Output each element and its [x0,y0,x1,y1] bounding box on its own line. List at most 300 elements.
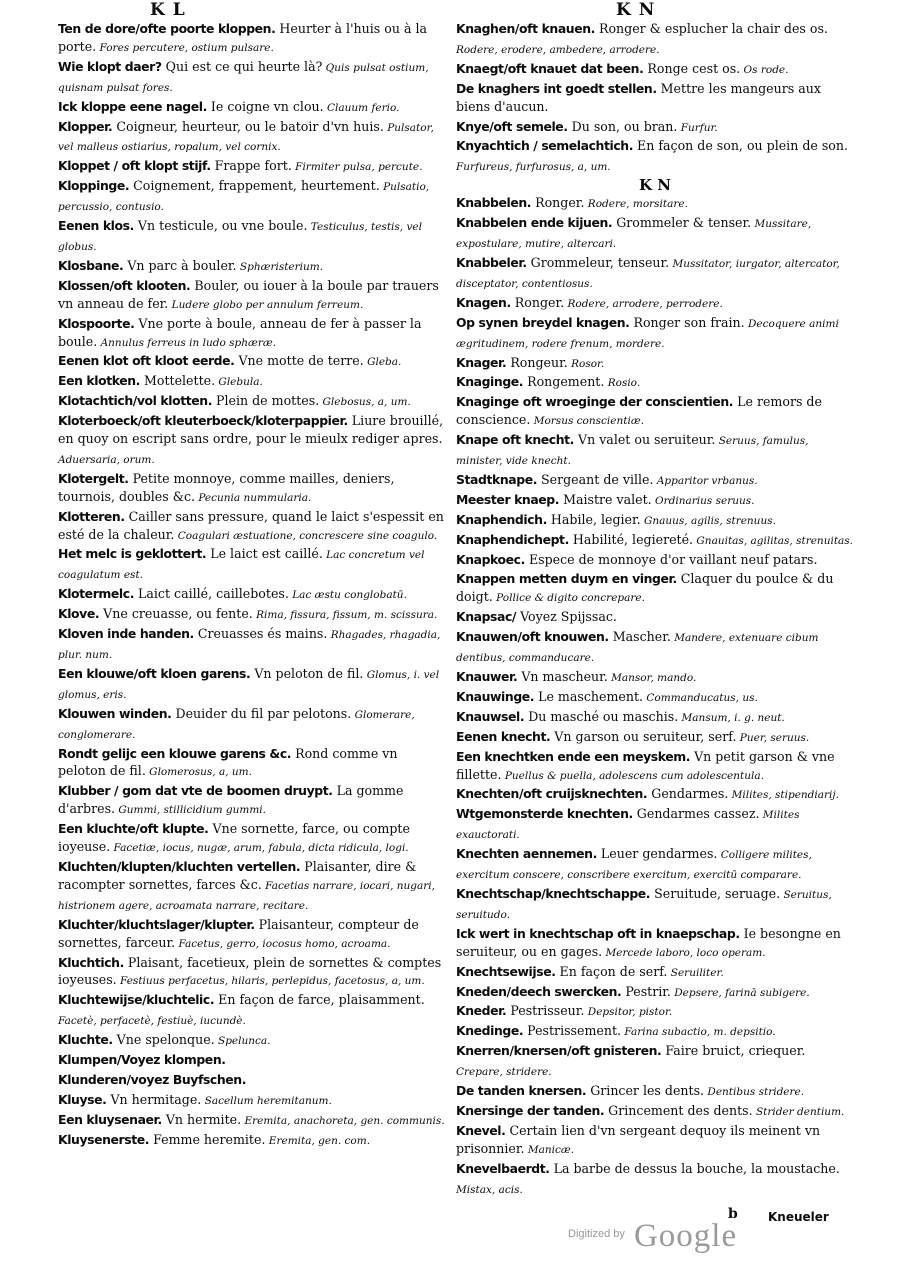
entry-headword: Knechtschap/knechtschappe. [456,885,651,901]
dictionary-entry [456,531,854,551]
entry-latin-gloss: Mandere, extenuare cibum dentibus, commanducare. [456,632,819,665]
dictionary-entry [456,925,854,963]
entry-latin-gloss: Dentibus stridere. [704,1086,805,1099]
dictionary-entry [58,58,446,98]
entry-headword: Stadtknape. [456,471,538,487]
dictionary-entry [58,916,446,954]
entry-latin-gloss: Seruiliter. [667,966,724,979]
dictionary-entry [58,392,446,412]
dictionary-entry [58,412,446,470]
entry-french-definition: Rond comme vn peloton de fil. [58,745,398,779]
dictionary-entry [456,805,854,845]
entry-headword: Knechten aennemen. [456,846,597,862]
entry-french-definition: Mascher. [608,629,671,645]
entry-french-definition: Deuider du fil par pelotons. [171,705,352,721]
entry-headword: Knapkoec. [456,551,525,567]
entry-latin-gloss: Quis pulsat ostium, quisnam pulsat fores. [58,61,429,94]
entry-latin-gloss: Ludere globo per annulum ferreum. [168,298,364,311]
entry-french-definition: Espece de monnoye d'or vaillant neuf patars. [524,551,818,567]
entry-latin-gloss: Pollice & digito concrepare. [492,592,645,605]
dictionary-entry [58,625,446,665]
entry-latin-gloss: Crepare, stridere. [456,1066,552,1079]
dictionary-entry [456,728,854,748]
entry-latin-gloss: Glomus, i. vel glomus, eris. [58,668,440,701]
dictionary-entry [58,1091,446,1111]
entry-headword: Knabbeler. [456,254,527,270]
entry-latin-gloss: Puer, seruus. [736,731,810,744]
entry-french-definition: Voyez Spijssac. [516,609,617,625]
dictionary-entry [58,954,446,992]
watermark-digitized-by: Digitized by [568,1228,625,1240]
dictionary-entry [456,431,854,471]
entry-french-definition: Vne motte de terre. [234,353,364,369]
entry-latin-gloss: Glomerosus, a, um. [145,766,252,779]
entry-french-definition: Ronger. [510,294,565,310]
dictionary-entry [58,98,446,118]
entry-headword: Knedinge. [456,1023,524,1039]
right-running-head: K N [616,0,656,20]
entry-headword: Klopper. [58,118,113,134]
dictionary-entry [58,1071,446,1091]
entry-french-definition: Claquer du poulce & du doigt. [456,571,834,605]
entry-latin-gloss: Glebula. [215,376,263,389]
dictionary-entry [58,277,446,315]
entry-french-definition: Ronger & esplucher la chair des os. [594,21,828,36]
entry-french-definition: Le maschement. [534,688,644,704]
entry-latin-gloss: Mussitator, iurgator, altercator, disceptator, contentiosus. [456,257,840,290]
dictionary-entry [456,668,854,688]
entry-headword: Kluchte. [58,1032,113,1048]
entry-latin-gloss: Firmiter pulsa, percute. [291,161,423,174]
dictionary-entry [456,1042,854,1082]
entry-french-definition: Leuer gendarmes. [596,846,718,862]
entry-headword: Klumpen/Voyez klompen. [58,1052,226,1068]
dictionary-entry [456,214,854,254]
entry-latin-gloss: Farina subactio, m. depsitio. [621,1026,776,1039]
entry-latin-gloss: Eremita, anachoreta, gen. communis. [241,1114,445,1127]
entry-french-definition: Du masché ou maschis. [524,708,679,724]
dictionary-entry [58,118,446,158]
dictionary-entry [456,1082,854,1102]
dictionary-entry [58,257,446,277]
dictionary-entry [456,1160,854,1200]
entry-latin-gloss: Glebosus, a, um. [319,396,411,409]
entry-headword: Kluyse. [58,1091,107,1107]
entry-headword: Kloterboeck/oft kleuterboeck/kloterpappier. [58,413,348,429]
entry-french-definition: Ronger son frain. [629,314,745,330]
entry-latin-gloss: Sacellum heremitanum. [201,1094,332,1107]
dictionary-entry [456,80,854,118]
entry-french-definition: En façon de serf. [555,963,668,979]
dictionary-entry [456,60,854,80]
entry-headword: Klotachtich/vol klotten. [58,393,213,409]
entry-french-definition: Plaisanter, dire & racompter sornettes, farces &c. [58,858,417,892]
entry-french-definition: Gendarmes. [647,786,729,802]
entry-headword: Kloppet / oft klopt stijf. [58,158,211,174]
entry-french-definition: Laict caillé, caillebotes. [134,586,289,602]
entry-headword: Ten de dore/ofte poorte kloppen. [58,21,276,36]
dictionary-entry [456,1102,854,1122]
entry-latin-gloss: Mansum, i. g. neut. [678,711,785,724]
entry-headword: Klotergelt. [58,470,129,486]
entry-latin-gloss: Rosor. [567,357,605,370]
entry-french-definition: Plein de mottes. [212,393,320,409]
entry-latin-gloss: Pecunia nummularia. [195,491,312,504]
entry-headword: Rondt gelijc een klouwe garens &c. [58,745,292,761]
entry-french-definition: Habilité, legiereté. [568,531,694,547]
entry-french-definition: Faire bruict, criequer. [661,1043,806,1059]
entry-latin-gloss: Gummi, stillicidium gummi. [115,804,267,817]
dictionary-entry [456,748,854,786]
dictionary-entry [58,665,446,705]
entry-french-definition: Femme heremite. [149,1131,266,1147]
dictionary-entry [456,628,854,668]
entry-headword: Kloven inde handen. [58,626,194,642]
entry-french-definition: Vn peloton de fil. [250,665,364,681]
entry-latin-gloss: Os rode. [740,63,789,76]
entry-headword: Meester knaep. [456,491,560,507]
entry-french-definition: Pestrisseur. [506,1003,585,1019]
entry-headword: Knagen. [456,294,511,310]
entry-headword: Wie klopt daer? [58,58,162,74]
entry-latin-gloss: Pulsator, vel malleus ostiarius, ropalum, vel cornix. [58,121,434,154]
entry-french-definition: Vne creuasse, ou fente. [99,606,253,622]
digitized-watermark [568,1218,737,1255]
entry-latin-gloss: Gnauitas, agilitas, strenuitas. [693,534,854,547]
entry-headword: Kluysenerste. [58,1131,150,1147]
entry-french-definition: Vn testicule, ou vne boule. [133,218,308,234]
entry-french-definition: La gomme d'arbres. [58,783,404,817]
entry-headword: Kluchten/klupten/kluchten vertellen. [58,858,301,874]
entry-headword: Knappen metten duym en vinger. [456,571,677,587]
dictionary-entry [456,314,854,354]
entry-headword: Klubber / gom dat vte de boomen druypt. [58,783,333,799]
entry-latin-gloss: Facetiæ, iocus, nugæ, arum, fabula, dicta ridicula, logi. [110,842,409,855]
dictionary-entry [456,254,854,294]
entry-latin-gloss: Facetias narrare, iocari, nugari, histrionem agere, acroamata narrare, recitare. [58,879,435,912]
entry-headword: Kneden/deech swercken. [456,983,622,999]
entry-french-definition: Le remors de conscience. [456,394,822,428]
entry-latin-gloss: Puellus & puella, adolescens cum adolescentula. [501,769,764,782]
dictionary-entry [58,991,446,1031]
dictionary-entry [456,471,854,491]
entry-latin-gloss: Eremita, gen. com. [265,1134,371,1147]
left-column [58,20,446,1151]
entry-headword: Klove. [58,606,100,622]
entry-french-definition: Le laict est caillé. [206,546,323,562]
dictionary-entry [58,157,446,177]
dictionary-entry [456,294,854,314]
entry-headword: Knabbelen. [456,195,532,211]
entry-french-definition: Liure brouillé, en quoy on escript sans ordre, pour le mieulx rediger apres. [58,413,444,447]
entry-headword: Kneder. [456,1003,507,1019]
entry-latin-gloss: Gleba. [363,356,402,369]
entry-latin-gloss: Colligere milites, exercitum conscere, conscribere exercitum, exercitū comparare. [456,849,812,882]
dictionary-entry [456,1002,854,1022]
entry-french-definition: En façon de farce, plaisamment. [214,992,425,1008]
entry-latin-gloss: Rhagades, rhagadia, plur. num. [58,629,441,661]
entry-french-definition: Creuasses és mains. [193,626,328,642]
entry-french-definition: Vn hermite. [161,1111,242,1127]
entry-headword: Klosbane. [58,257,124,273]
entry-french-definition: Seruitude, seruage. [650,885,781,901]
entry-latin-gloss: Lac æstu conglobatū. [288,589,407,602]
dictionary-entry [456,137,854,177]
entry-latin-gloss: Mussitare, expostulare, mutire, altercari. [456,218,812,251]
entry-headword: Kluchter/kluchtslager/klupter. [58,916,255,932]
entry-french-definition: Vn hermitage. [106,1091,202,1107]
dictionary-entry [58,605,446,625]
dictionary-entry [58,705,446,745]
entry-headword: Eenen knecht. [456,728,551,744]
entry-headword: Wtgemonsterde knechten. [456,806,633,822]
dictionary-entry [456,785,854,805]
entry-latin-gloss: Milites, stipendiarij. [728,789,839,802]
entry-headword: Kluchtich. [58,954,124,970]
dictionary-entry [58,1131,446,1151]
dictionary-entry [58,217,446,257]
entry-headword: Op synen breydel knagen. [456,314,630,330]
entry-french-definition: Vne spelonque. [112,1032,215,1048]
entry-french-definition: Grincer les dents. [586,1083,705,1099]
entry-headword: Een kluysenaer. [58,1111,162,1127]
entry-headword: Knersinge der tanden. [456,1102,605,1118]
entry-latin-gloss: Facetè, perfacetè, festiuè, iucundè. [58,1015,246,1028]
entry-headword: Knerren/knersen/oft gnisteren. [456,1043,662,1059]
entry-french-definition: Coigneur, heurteur, ou le batoir d'vn huis. [112,118,384,134]
entry-latin-gloss: Decoquere animi ægritudinem, rodere frenum, mordere. [456,317,839,350]
entry-latin-gloss: Spelunca. [214,1035,271,1048]
entry-french-definition: Vn petit garson & vne fillette. [456,748,835,782]
entry-latin-gloss: Facetus, gerro, iocosus homo, acroama. [175,937,391,950]
dictionary-entry [58,1051,446,1071]
entry-headword: Een klotken. [58,373,140,389]
entry-headword: Een knechtken ende een meyskem. [456,748,691,764]
entry-french-definition: Grincement des dents. [604,1102,753,1118]
entry-latin-gloss: Depsere, farinā subigere. [670,986,810,999]
signature-mark: b [728,1206,738,1222]
entry-headword: Knauwer. [456,669,518,684]
entry-latin-gloss: Rodere, morsitare. [584,198,688,211]
entry-headword: Knaphendich. [456,511,547,527]
dictionary-entry [58,20,446,58]
entry-headword: Een klouwe/oft kloen garens. [58,665,251,681]
entry-latin-gloss: Pulsatio, percussio, contusio. [58,181,430,214]
dictionary-entry [58,470,446,508]
entry-french-definition: Maistre valet. [559,491,652,507]
dictionary-entry [58,372,446,392]
entry-french-definition: Plaisant, facetieux, plein de sornettes & comptes ioyeuses. [58,954,442,988]
entry-french-definition: Plaisanteur, compteur de sornettes, farceur. [58,916,419,950]
dictionary-entry [456,963,854,983]
entry-headword: Een kluchte/oft klupte. [58,821,209,837]
entry-headword: Knauwsel. [456,708,525,724]
entry-french-definition: La barbe de dessus la bouche, la moustache. [549,1160,840,1176]
entry-french-definition: Rongement. [523,374,605,390]
entry-french-definition: Grommeleur, tenseur. [526,254,670,270]
dictionary-entry [456,570,854,608]
entry-latin-gloss: Annulus ferreus in ludo sphæræ. [97,336,277,349]
entry-headword: Klouwen winden. [58,705,172,721]
entry-headword: De knaghers int goedt stellen. [456,80,657,96]
entry-headword: Knevelbaerdt. [456,1160,550,1176]
entry-latin-gloss: Mistax, acis. [456,1183,523,1196]
entry-latin-gloss: Sphæristerium. [236,260,324,273]
entry-headword: Knyachtich / semelachtich. [456,138,634,154]
entry-latin-gloss: Commanducatus, us. [643,691,758,704]
entry-headword: Knaginge. [456,374,524,390]
entry-latin-gloss: Furfur. [677,121,718,134]
entry-french-definition: Vne porte à boule, anneau de fer à passer la boule. [58,315,422,349]
entry-french-definition: Grommeler & tenser. [612,215,752,231]
entry-headword: Knechten/oft cruijsknechten. [456,786,648,802]
dictionary-entry [456,491,854,511]
dictionary-entry [58,1111,446,1131]
entry-french-definition: Pestrissement. [523,1023,622,1039]
entry-latin-gloss: Rima, fissura, fissum, m. scissura. [252,609,438,622]
dictionary-entry [58,858,446,916]
entry-headword: Het melc is geklottert. [58,546,207,562]
entry-latin-gloss: Ordinarius seruus. [651,494,755,507]
dictionary-entry [456,393,854,431]
entry-headword: Klotermelc. [58,586,135,602]
entry-latin-gloss: Strider dentium. [752,1105,845,1118]
entry-headword: Knevel. [456,1122,506,1138]
entry-latin-gloss: Clauum ferio. [323,101,400,114]
dictionary-entry [456,373,854,393]
dictionary-entry [456,608,854,628]
entry-headword: Knapsac/ [456,609,517,625]
dictionary-entry [58,545,446,585]
entry-headword: Knabbelen ende kijuen. [456,215,613,231]
dictionary-entry [58,508,446,546]
entry-french-definition: En façon de son, ou plein de son. [633,138,848,154]
entry-french-definition: Certain lien d'vn sergeant dequoy ils meinent vn prisonnier. [456,1122,821,1156]
entry-latin-gloss: Mercede laboro, loco operam. [602,946,766,959]
entry-headword: Klossen/oft klooten. [58,277,191,293]
entry-french-definition: Coignement, frappement, heurtement. [129,178,380,194]
entry-french-definition: Sergeant de ville. [537,471,654,487]
entry-french-definition: Ie coigne vn clou. [206,98,324,114]
entry-headword: Knager. [456,354,507,370]
entry-headword: Knechtsewijse. [456,963,556,979]
entry-french-definition: Vn valet ou seruiteur. [573,432,716,448]
entry-latin-gloss: Testiculus, testis, vel globus. [58,221,422,253]
entry-headword: Knaghen/oft knauen. [456,21,595,36]
entry-headword: De tanden knersen. [456,1083,587,1099]
entry-headword: Klospoorte. [58,315,135,331]
entry-headword: Klunderen/voyez Buyfschen. [58,1071,247,1087]
entry-french-definition: Vn mascheur. [517,669,608,684]
dictionary-entry [58,315,446,353]
dictionary-entry [456,194,854,214]
entry-french-definition: Qui est ce qui heurte là? [161,58,323,74]
entry-headword: Knauwen/oft knouwen. [456,629,609,645]
entry-headword: Knaphendichept. [456,531,569,547]
entry-french-definition: Mettre les mangeurs aux biens d'aucun. [456,80,821,114]
entry-headword: Klotteren. [58,508,125,524]
entry-headword: Knape oft knecht. [456,432,574,448]
entry-french-definition: Bouler, ou iouer à la boule par trauers vn anneau de fer. [58,277,439,311]
entry-french-definition: Vn parc à bouler. [123,257,237,273]
entry-french-definition: Pestrir. [621,983,671,999]
entry-latin-gloss: Furfureus, furfurosus, a, um. [456,161,611,174]
dictionary-entry [456,845,854,885]
dictionary-entry [456,708,854,728]
catchword: Kneueler [768,1210,829,1224]
entry-latin-gloss: Lac concretum vel coagulatum est. [58,549,425,582]
entry-headword: Kloppinge. [58,178,130,194]
entry-headword: Ick kloppe eene nagel. [58,98,207,114]
dictionary-entry [456,551,854,571]
entry-latin-gloss: Fores percutere, ostium pulsare. [96,41,274,54]
entry-headword: Knaegt/oft knauet dat been. [456,60,644,76]
entry-latin-gloss: Aduersaria, orum. [58,453,155,466]
entry-french-definition: Vn garson ou seruiteur, serf. [550,728,737,744]
entry-french-definition: Cailler sans pressure, quand le laict s'espessit en esté de la chaleur. [58,508,444,542]
dictionary-entry [58,352,446,372]
entry-headword: Knaginge oft wroeginge der conscientien. [456,394,734,410]
dictionary-entry [58,820,446,858]
dictionary-entry [58,1031,446,1051]
entry-latin-gloss: Rodere, erodere, ambedere, arrodere. [456,43,660,56]
right-column [456,20,854,1199]
entry-latin-gloss: Depsitor, pistor. [584,1006,673,1019]
entry-french-definition: Frappe fort. [210,158,292,174]
dictionary-entry [58,745,446,783]
dictionary-entry [456,1122,854,1160]
entry-french-definition: Ronge cest os. [643,60,741,76]
entry-french-definition: Mottelette. [139,373,216,389]
entry-headword: Kluchtewijse/kluchtelic. [58,992,215,1008]
entry-latin-gloss: Mansor, mando. [607,672,697,684]
entry-headword: Ick wert in knechtschap oft in knaepschap. [456,925,740,941]
dictionary-entry [456,1022,854,1042]
entry-latin-gloss: Rodere, arrodere, perrodere. [564,297,723,310]
dictionary-entry [456,688,854,708]
entry-french-definition: Rongeur. [506,354,568,370]
entry-latin-gloss: Apparitor vrbanus. [653,474,758,487]
entry-latin-gloss: Morsus conscientiæ. [530,415,645,428]
entry-latin-gloss: Festiuus perfacetus, hilaris, perlepidus, facetosus, a, um. [116,975,425,988]
entry-french-definition: Heurter à l'huis ou à la porte. [58,21,427,54]
entry-headword: Eenen klos. [58,218,134,234]
entry-latin-gloss: Gnauus, agilis, strenuus. [640,514,776,527]
entry-headword: Eenen klot oft kloot eerde. [58,353,235,369]
entry-latin-gloss: Glomerare, conglomerare. [58,708,415,741]
entry-latin-gloss: Seruus, famulus, minister, vide knecht. [456,435,809,468]
entry-latin-gloss: Seruitus, seruitudo. [456,888,832,921]
left-running-head: K L [150,0,186,20]
entry-french-definition: Ronger. [531,195,585,211]
entry-french-definition: Ie besongne en seruiteur, ou en gages. [456,925,841,959]
entry-french-definition: Vne sornette, farce, ou compte ioyeuse. [58,821,410,855]
entry-latin-gloss: Manicæ. [524,1143,575,1156]
dictionary-entry [456,118,854,138]
entry-french-definition: Du son, ou bran. [567,118,678,134]
watermark-google: Google [633,1218,738,1254]
entry-latin-gloss: Rosio. [604,377,641,390]
entry-latin-gloss: Milites exauctorati. [456,809,800,842]
entry-headword: Knye/oft semele. [456,118,568,134]
dictionary-entry [456,983,854,1003]
entry-latin-gloss: Coagulari æstuatione, concrescere sine coagulo. [174,529,438,542]
entry-french-definition: Habile, legier. [546,511,641,527]
dictionary-entry [58,585,446,605]
entry-french-definition: Gendarmes cassez. [632,806,760,822]
dictionary-entry [456,885,854,925]
dictionary-entry [58,782,446,820]
